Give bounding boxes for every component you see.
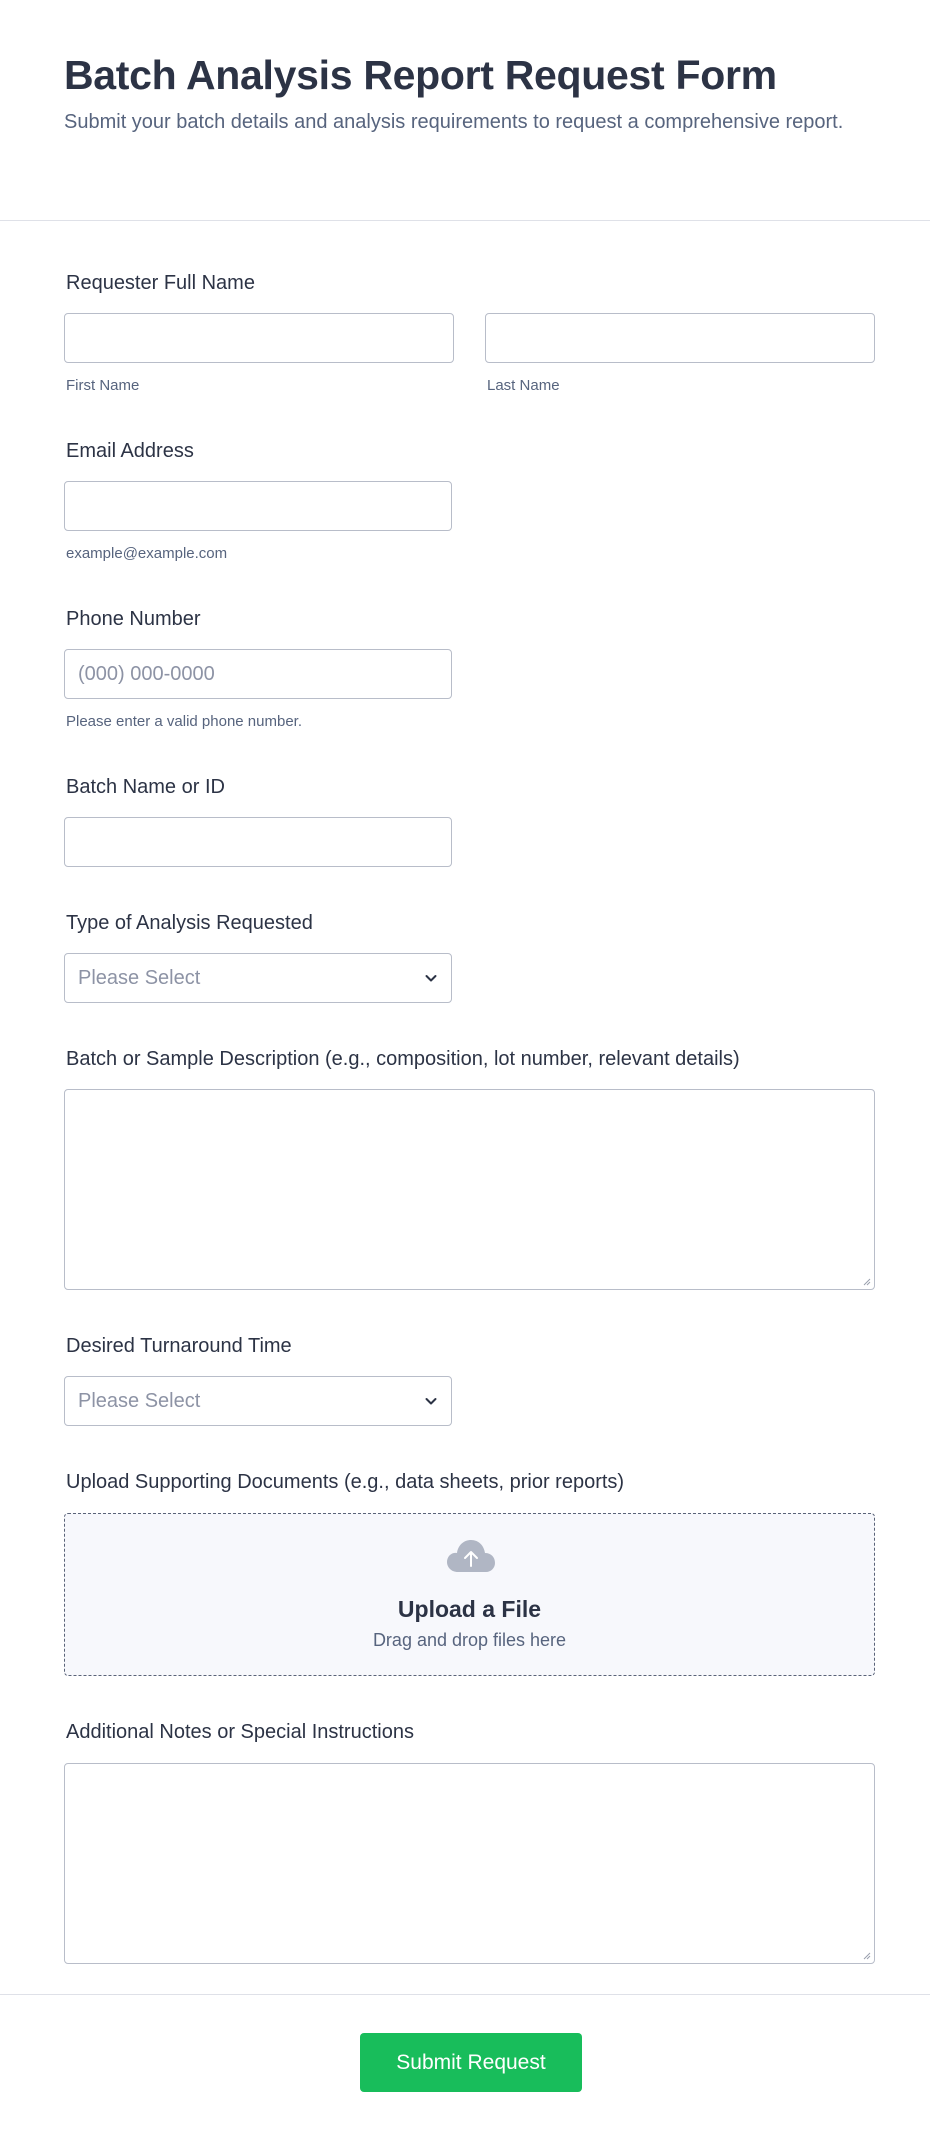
phone-label: Phone Number [66,608,201,630]
form-subtitle: Submit your batch details and analysis requirements to request a comprehensive report. [64,111,844,133]
file-upload-dropzone[interactable] [64,1513,875,1676]
resize-handle-icon[interactable] [861,1276,871,1286]
notes-textarea[interactable] [64,1763,875,1964]
turnaround-value: Please Select [78,1390,201,1412]
requester-name-label: Requester Full Name [66,272,255,294]
turnaround-label: Desired Turnaround Time [66,1335,292,1357]
email-sublabel: example@example.com [66,545,228,562]
form-title: Batch Analysis Report Request Form [64,52,777,98]
analysis-type-select[interactable] [64,953,452,1003]
cloud-upload-icon [446,1538,496,1574]
first-name-sublabel: First Name [66,377,140,394]
chevron-down-icon [423,1393,439,1409]
upload-title: Upload a File [397,1596,542,1622]
phone-sublabel: Please enter a valid phone number. [66,713,302,730]
turnaround-select[interactable] [64,1376,452,1426]
email-input[interactable] [64,481,452,531]
batch-input[interactable] [64,817,452,867]
resize-handle-icon[interactable] [861,1950,871,1960]
analysis-type-value: Please Select [78,967,201,989]
upload-hint: Drag and drop files here [372,1630,567,1650]
form-header [0,0,930,221]
email-label: Email Address [66,440,194,462]
last-name-sublabel: Last Name [487,377,560,394]
last-name-input[interactable] [485,313,875,363]
submit-button[interactable]: Submit Request [360,2033,582,2092]
first-name-input[interactable] [64,313,454,363]
phone-input[interactable] [64,649,452,699]
description-label: Batch or Sample Description (e.g., composition, lot number, relevant details) [66,1048,740,1070]
chevron-down-icon [423,970,439,986]
description-textarea[interactable] [64,1089,875,1290]
form-footer [0,1994,930,2142]
upload-label: Upload Supporting Documents (e.g., data sheets, prior reports) [66,1471,625,1493]
batch-label: Batch Name or ID [66,776,225,798]
analysis-type-label: Type of Analysis Requested [66,912,313,934]
notes-label: Additional Notes or Special Instructions [66,1721,414,1743]
